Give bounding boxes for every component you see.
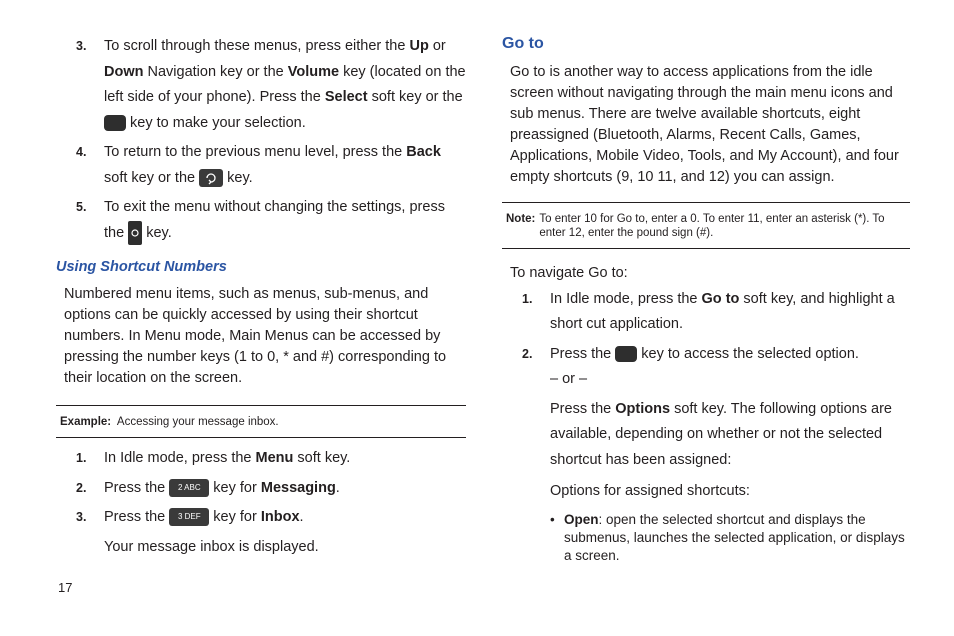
- step-text: Press the: [104, 479, 170, 496]
- key-3-icon: 3 DEF: [169, 508, 209, 526]
- step-text: Your message inbox is displayed.: [104, 538, 319, 555]
- step-text: Options for assigned shortcuts:: [550, 483, 750, 499]
- step-number: 1.: [522, 291, 533, 306]
- step-5-exit: [56, 195, 466, 246]
- step-text: Press the: [550, 345, 616, 362]
- section-heading: Using Shortcut Numbers: [56, 259, 227, 275]
- step-4-back: [56, 140, 466, 191]
- back-key-icon: [199, 169, 223, 187]
- bullet-icon: •: [550, 511, 555, 527]
- step-text: soft key or the: [104, 169, 200, 186]
- step-number: 3.: [76, 39, 87, 53]
- end-key-icon: [128, 221, 142, 245]
- navigate-label: To navigate Go to:: [510, 265, 628, 281]
- ok-key-icon: [104, 115, 126, 131]
- bold-term: Volume: [287, 63, 340, 80]
- step-number: 3.: [76, 510, 87, 524]
- step-text: soft key or the: [367, 89, 463, 105]
- example-box: [56, 406, 466, 437]
- options-list: [502, 511, 910, 565]
- goto-step-2: [502, 342, 910, 368]
- step-text: In Idle mode, press the: [550, 290, 702, 307]
- step-text: Press the: [550, 400, 616, 417]
- step-number: 2.: [76, 480, 87, 495]
- step-1-menu: [56, 446, 466, 472]
- bullet-text: : open the selected shortcut and displays the submenus, launches the selected application, or displays a screen.: [564, 511, 905, 563]
- step-text: To return to the previous menu level, press the: [104, 144, 407, 160]
- step-text: soft key. The following options are available, depending on whether or not the selected shortcut has been assigned:: [550, 400, 892, 468]
- step-text: Navigation key or the: [143, 63, 288, 80]
- options-label: [502, 479, 910, 505]
- step-text: soft key, and highlight a short cut application.: [550, 290, 895, 332]
- bold-term: Inbox: [260, 509, 300, 525]
- result-text: [56, 535, 466, 561]
- step-text: soft key.: [293, 450, 351, 466]
- right-column: [502, 34, 910, 565]
- goto-step-1: [502, 287, 910, 338]
- note-text: To enter 10 for Go to, enter a 0. To enter 11, enter an asterisk (*). To enter 12, enter the pound sign (#).: [539, 213, 885, 239]
- step-text: To scroll through these menus, press either the: [104, 38, 410, 54]
- step-text: .: [299, 509, 304, 525]
- bold-term: Down: [104, 63, 144, 80]
- step-text: To exit the menu without changing the settings, press the: [104, 199, 445, 241]
- bold-term: Menu: [255, 450, 294, 466]
- or-separator: [502, 367, 910, 393]
- step-number: 2.: [522, 346, 533, 361]
- step-text: key to make your selection.: [126, 114, 306, 131]
- step-number: 4.: [76, 145, 87, 159]
- bold-term: Go to: [701, 290, 740, 307]
- step-text: key.: [223, 169, 253, 186]
- bold-term: Options: [615, 400, 671, 417]
- bold-term: Select: [324, 89, 368, 105]
- example-text: Accessing your message inbox.: [116, 416, 279, 428]
- divider: [502, 248, 910, 249]
- step-3-inbox: [56, 505, 466, 531]
- step-3-scroll: [56, 34, 466, 136]
- go-to-intro: Go to is another way to access applications from the idle screen without navigating through the main menu icons and sub menus. There are twelve available shortcuts, eight preassigned (Bluetooth, Alarms, Recent Calls, Games, Applications, Mobile Video, Tools, and My Account), and four empty shortcuts (9, 10 11, and 12) you can assign.: [510, 64, 899, 185]
- bold-term: Back: [406, 144, 441, 160]
- bold-term: Messaging: [260, 479, 336, 496]
- ok-key-icon: [615, 346, 637, 362]
- bold-term: Open: [564, 511, 599, 527]
- page-number: 17: [58, 580, 73, 595]
- bold-term: Up: [409, 38, 429, 54]
- section-paragraph: Numbered menu items, such as menus, sub-menus, and options can be quickly accessed by using their shortcut numbers. In Menu mode, Main Menus can be accessed by pressing the number keys (1 to 0, * and #) corresponding to their location on the screen.: [64, 286, 447, 386]
- step-2-messaging: [56, 476, 466, 502]
- step-number: 1.: [76, 451, 87, 465]
- note-box: [502, 203, 910, 248]
- step-text: In Idle mode, press the: [104, 450, 256, 466]
- step-text: – or –: [550, 371, 588, 387]
- go-to-heading: Go to: [502, 35, 544, 52]
- left-column: [56, 34, 466, 560]
- step-text: or: [428, 38, 446, 54]
- step-text: Press the: [104, 509, 170, 525]
- list-item: [550, 511, 910, 565]
- step-text: key (located on the left side of your phone). Press the: [104, 63, 466, 105]
- step-number: 5.: [76, 200, 87, 214]
- key-2-icon: 2 ABC: [169, 479, 209, 497]
- step-text: key for: [209, 509, 261, 525]
- press-options: [502, 397, 910, 474]
- step-text: key to access the selected option.: [637, 345, 859, 362]
- step-text: key for: [209, 479, 261, 496]
- note-label: Note:: [506, 213, 536, 225]
- step-text: .: [335, 479, 340, 496]
- example-label: Example:: [60, 416, 112, 428]
- step-text: key.: [142, 224, 172, 241]
